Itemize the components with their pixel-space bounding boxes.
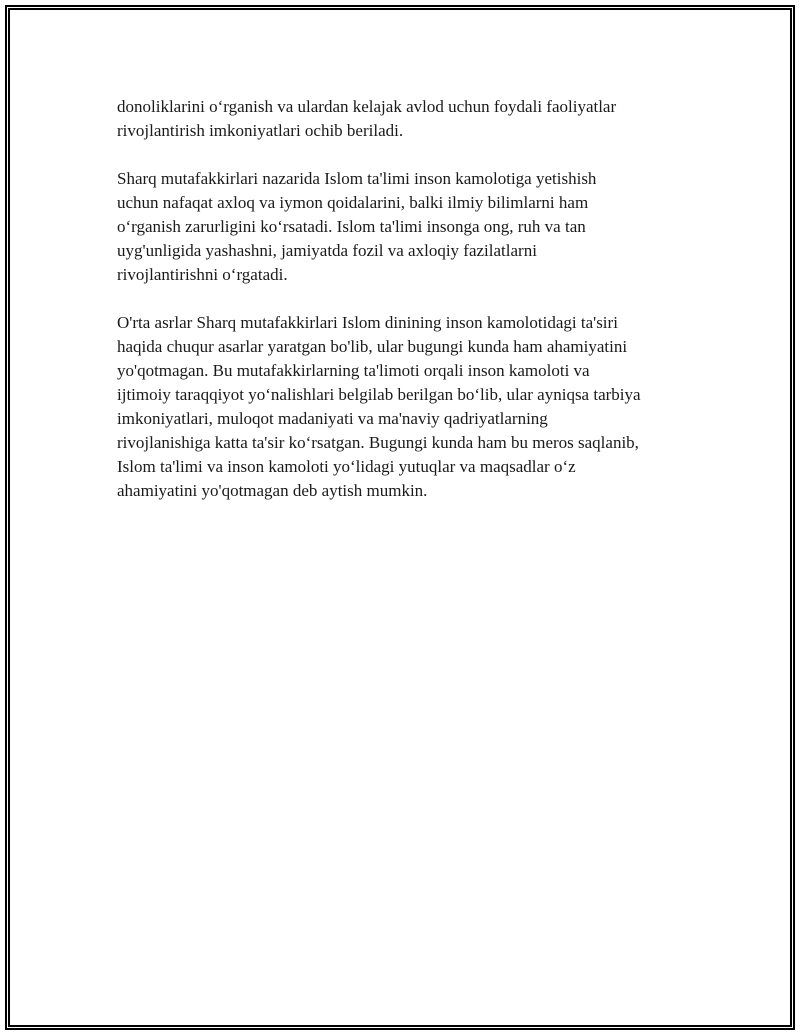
- document-body: [117, 95, 697, 527]
- paragraph-1: donoliklarini o‘rganish va ulardan kelajak avlod uchun foydali faoliyatlar rivojlantirish imkoniyatlari ochib beriladi.: [117, 97, 617, 140]
- paragraph-3: O'rta asrlar Sharq mutafakkirlari Islom dinining inson kamolotidagi ta'siri haqida chuqur asarlar yaratgan bo'lib, ular bugungi kunda ham ahamiyatini yo'qotmagan. Bu mutafakkirlarning ta'limoti orqali inson kamoloti va ijtimoiy taraqqiyot yo‘nalishlari belgilab berilgan bo‘lib, ular ayniqsa tarbiya imkoniyatlari, muloqot madaniyati va ma'naviy qadriyatlarning rivojlanishiga katta ta'sir ko‘rsatgan. Bugungi kunda ham bu meros saqlanib, Islom ta'limi va inson kamoloti yo‘lidagi yutuqlar va maqsadlar o‘z ahamiyatini yo'qotmagan deb aytish mumkin.: [117, 313, 641, 500]
- paragraph-2: Sharq mutafakkirlari nazarida Islom ta'limi inson kamolotiga yetishish uchun nafaqat axloq va iymon qoidalarini, balki ilmiy bilimlarni ham o‘rganish zarurligini ko‘rsatadi. Islom ta'limi insonga ong, ruh va tan uyg'unligida yashashni, jamiyatda fozil va axloqiy fazilatlarni rivojlantirishni o‘rgatadi.: [117, 169, 597, 284]
